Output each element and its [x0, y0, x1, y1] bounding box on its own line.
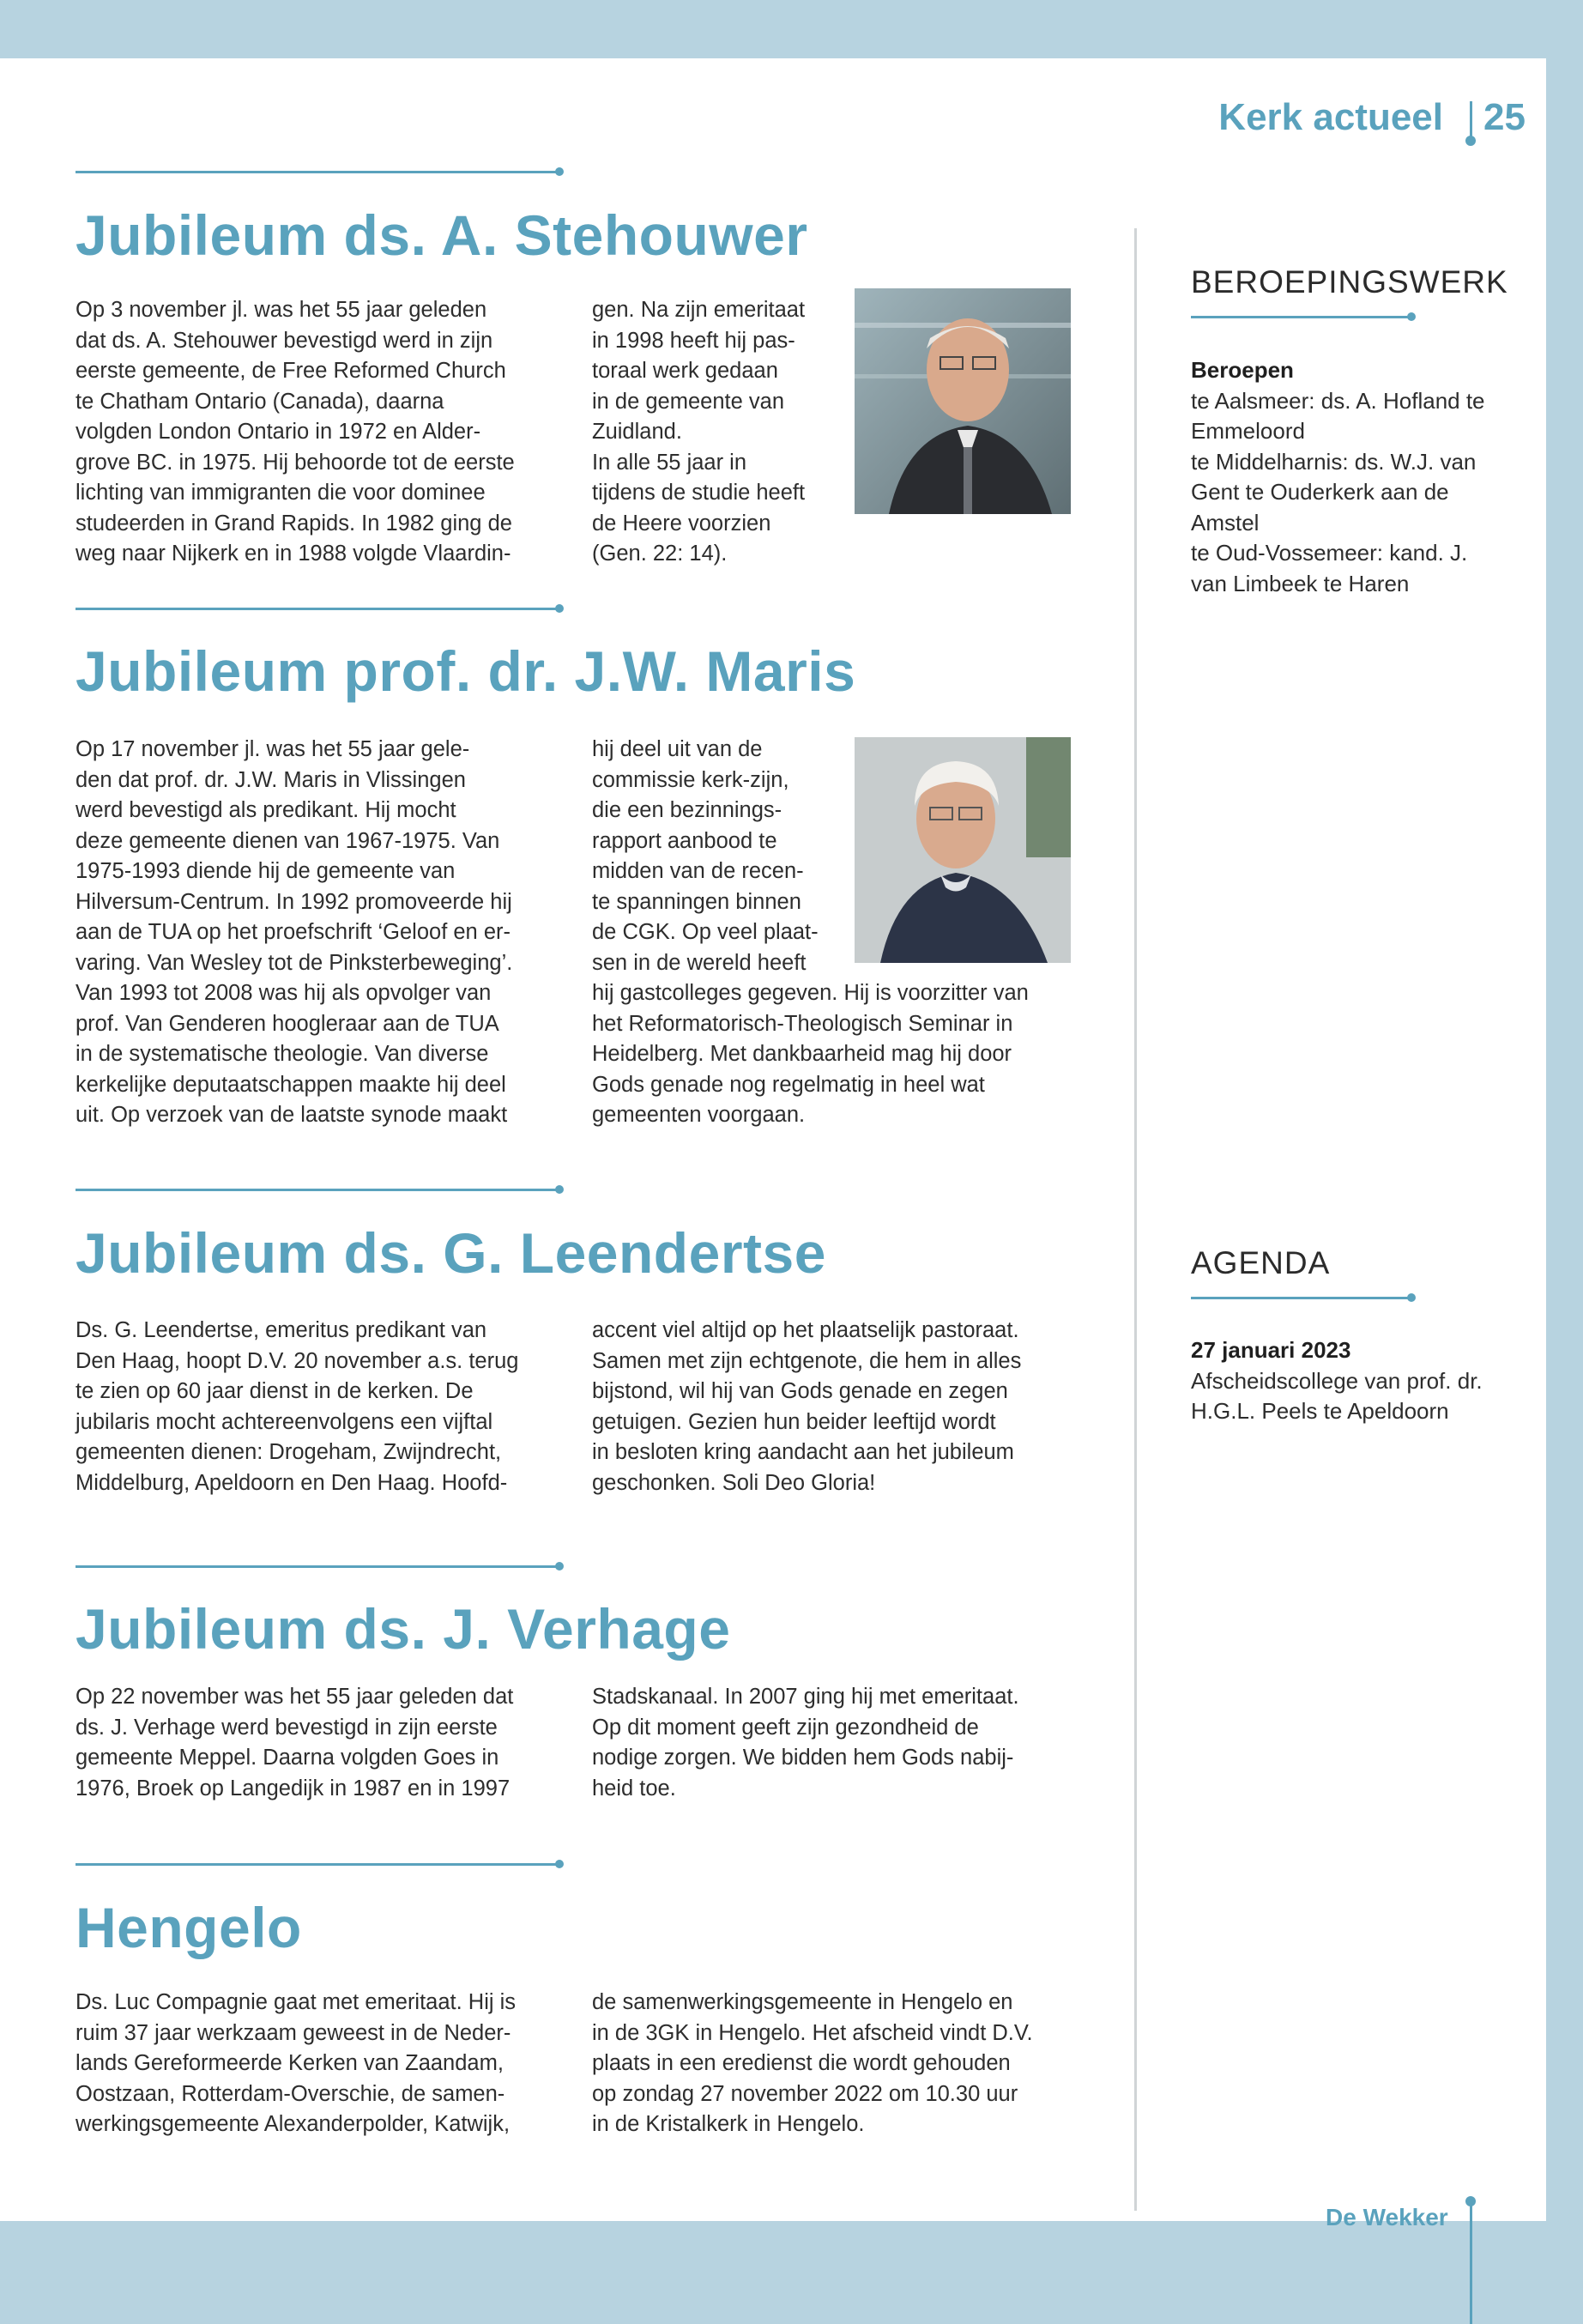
article-separator	[76, 1863, 560, 1866]
article-title: Jubileum ds. A. Stehouwer	[76, 203, 808, 267]
article-body-col2: gen. Na zijn emeritaat in 1998 heeft hij pas- toraal werk gedaan in de gemeente van Zuidland. In alle 55 jaar in tijdens de studie heeft de Heere voorzien (Gen. 22: 14).	[592, 298, 806, 566]
article-body-col1: Op 17 november jl. was het 55 jaar gele- den dat prof. dr. J.W. Maris in Vlissingen werd bevestigd als predikant. Hij mocht deze gemeente dienen van 1967-1975. Van 1975-1993 diende hij de gemeente van Hilversum-Centrum. In 1992 promoveerde hij aan de TUA op het proefschrift ‘Geloof en er- varing. Van Wesley tot de Pinksterbeweging’. Van 1993 tot 2008 was hij als opvolger van prof. Van Genderen hoogleraar aan de TUA in de systematische theologie. Van diverse kerkelijke deputaatschappen maakte hij deel uit. Op verzoek van de laatste synode maakt	[76, 737, 513, 1127]
article-body-col2: hij deel uit van de commissie kerk-zijn, die een bezinnings- rapport aanbood te midden van de recen- te spanningen binnen de CGK. Op veel plaat- sen in de wereld heeft hij gastcolleges gegeven. Hij is voorzitter van het Reformatorisch-Theologisch Seminar in Heidelberg. Met dankbaarheid mag hij door Gods genade nog regelmatig in heel wat gemeenten voorgaan.	[592, 737, 1029, 1127]
article-separator	[76, 1565, 560, 1568]
article-body-col1: Op 22 november was het 55 jaar geleden dat ds. J. Verhage werd bevestigd in zijn eerste gemeente Meppel. Daarna volgden Goes in 1976, Broek op Langedijk in 1987 en in 1997	[76, 1685, 514, 1800]
article-body-col2: Stadskanaal. In 2007 ging hij met emeritaat. Op dit moment geeft zijn gezondheid de nodige zorgen. We bidden hem Gods nabij- heid toe.	[592, 1685, 1019, 1800]
footer-divider	[1470, 2204, 1472, 2324]
article-body-col2: de samenwerkingsgemeente in Hengelo en in de 3GK in Hengelo. Het afscheid vindt D.V. plaats in een eredienst die wordt gehouden op zondag 27 november 2022 om 10.30 uur in de Kristalkerk in Hengelo.	[592, 1990, 1033, 2136]
article-title: Jubileum ds. G. Leendertse	[76, 1221, 826, 1285]
sidebar-title-agenda: AGENDA	[1191, 1245, 1331, 1280]
portrait-photo-stehouwer	[855, 288, 1071, 514]
sidebar-title-beroepingswerk: BEROEPINGSWERK	[1191, 264, 1508, 300]
sidebar-beroepingswerk-body: Beroepen te Aalsmeer: ds. A. Hofland te Emmeloord te Middelharnis: ds. W.J. van Gent te Ouderkerk aan de Amstel te Oud-Vossemeer: kand. J. van Limbeek te Haren	[1191, 355, 1517, 599]
article-body-col1: Ds. G. Leendertse, emeritus predikant van Den Haag, hoopt D.V. 20 november a.s. terug te zien op 60 jaar dienst in de kerken. De jubilaris mocht achtereenvolgens een vijftal gemeenten dienen: Drogeham, Zwijndrecht, Middelburg, Apeldoorn en Den Haag. Hoofd-	[76, 1318, 519, 1495]
article-title: Jubileum prof. dr. J.W. Maris	[76, 639, 856, 703]
publication-name: De Wekker	[1326, 2204, 1448, 2230]
header-divider-dot	[1465, 136, 1476, 146]
article-title: Jubileum ds. J. Verhage	[76, 1597, 731, 1661]
article-separator	[76, 608, 560, 610]
article-body-col2: accent viel altijd op het plaatselijk pastoraat. Samen met zijn echtgenote, die hem in alles bijstond, wil hij van Gods genade en zegen getuigen. Gezien hun beider leeftijd wordt in besloten kring aandacht aan het jubileum geschonken. Soli Deo Gloria!	[592, 1318, 1022, 1495]
article-body-col1: Op 3 november jl. was het 55 jaar geleden dat ds. A. Stehouwer bevestigd werd in zijn eerste gemeente, de Free Reformed Church te Chatham Ontario (Canada), daarna volgden London Ontario in 1972 en Alder- grove BC. in 1975. Hij behoorde tot de eerste lichting van immigranten die voor dominee studeerden in Grand Rapids. In 1982 ging de weg naar Nijkerk en in 1988 volgde Vlaardin-	[76, 298, 515, 566]
article-separator	[76, 171, 560, 173]
article-title: Hengelo	[76, 1896, 302, 1959]
column-divider	[1134, 228, 1137, 2211]
page	[0, 58, 1546, 2230]
sidebar-subtitle: Beroepen	[1191, 357, 1294, 383]
page-number: 25	[1483, 96, 1526, 138]
header-divider	[1470, 101, 1472, 140]
section-title: Kerk actueel	[1218, 96, 1443, 138]
portrait-photo-maris	[855, 737, 1071, 963]
article-separator	[76, 1189, 560, 1191]
sidebar-separator	[1191, 1297, 1412, 1299]
sidebar-separator	[1191, 316, 1412, 318]
agenda-date: 27 januari 2023	[1191, 1337, 1351, 1363]
article-body-col1: Ds. Luc Compagnie gaat met emeritaat. Hij is ruim 37 jaar werkzaam geweest in de Neder- lands Gereformeerde Kerken van Zaandam, Oostzaan, Rotterdam-Overschie, de samen- werkingsgemeente Alexanderpolder, Katwijk,	[76, 1990, 517, 2136]
sidebar-agenda-body: 27 januari 2023 Afscheidscollege van prof. dr. H.G.L. Peels te Apeldoorn	[1191, 1335, 1517, 1427]
